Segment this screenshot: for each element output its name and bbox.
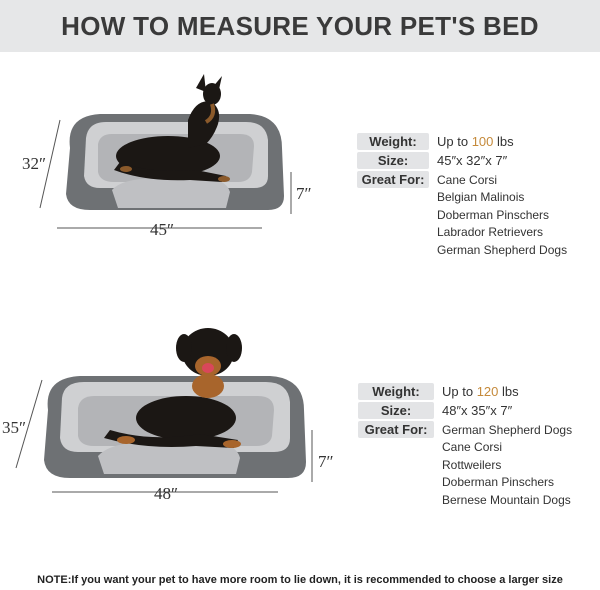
breed-item: Doberman Pinschers bbox=[442, 475, 555, 489]
great-for-label: Great For: bbox=[357, 171, 429, 188]
breed-item: Bernese Mountain Dogs bbox=[442, 492, 571, 507]
bed-illustration-small bbox=[0, 58, 340, 298]
bed-illustration-large bbox=[0, 318, 340, 558]
breed-item: Rottweilers bbox=[442, 457, 502, 472]
breed-item: German Shepherd Dogs bbox=[437, 242, 568, 257]
great-for-row bbox=[357, 170, 567, 189]
weight-row bbox=[357, 132, 567, 151]
spec-list bbox=[358, 382, 572, 509]
bed-section-small bbox=[0, 58, 600, 298]
weight-label: Weight: bbox=[357, 133, 429, 150]
great-for-row bbox=[358, 420, 572, 439]
weight-label: Weight: bbox=[358, 383, 434, 400]
bed-width-label: 32″ bbox=[22, 154, 47, 173]
spec-list bbox=[357, 132, 567, 259]
breed-list bbox=[437, 189, 567, 259]
breed-item: Labrador Retrievers bbox=[437, 225, 544, 239]
size-row bbox=[358, 401, 572, 420]
breed-item: German Shepherd Dogs bbox=[442, 422, 573, 437]
page-title: HOW TO MEASURE YOUR PET'S BED bbox=[61, 10, 539, 41]
size-label: Size: bbox=[358, 402, 434, 419]
size-value: 45″x 32″x 7″ bbox=[437, 153, 508, 168]
bed-section-large bbox=[0, 318, 600, 558]
breed-item: Doberman Pinschers bbox=[437, 207, 550, 222]
breed-item: Belgian Malinois bbox=[437, 190, 525, 204]
bed-height-label: 7″ bbox=[296, 184, 312, 203]
weight-value: Up to 120 lbs bbox=[442, 384, 519, 399]
great-for-label: Great For: bbox=[358, 421, 434, 438]
weight-row bbox=[358, 382, 572, 401]
bed-length-label: 48″ bbox=[154, 484, 179, 503]
size-label: Size: bbox=[357, 152, 429, 169]
bed-width-label: 35″ bbox=[2, 418, 27, 437]
bed-height-label: 7″ bbox=[318, 452, 334, 471]
size-row bbox=[357, 151, 567, 170]
size-value: 48″x 35″x 7″ bbox=[442, 403, 513, 418]
breed-item: Cane Corsi bbox=[437, 172, 498, 187]
breed-item: Cane Corsi bbox=[442, 440, 503, 454]
bed-length-label: 45″ bbox=[150, 220, 175, 239]
header-banner bbox=[0, 0, 600, 52]
breed-list bbox=[442, 439, 572, 509]
note-text: NOTE:If you want your pet to have more room to lie down, it is recommended to choose a larger size bbox=[37, 574, 563, 586]
weight-value: Up to 100 lbs bbox=[437, 134, 514, 149]
bed-front-dip bbox=[112, 178, 230, 208]
